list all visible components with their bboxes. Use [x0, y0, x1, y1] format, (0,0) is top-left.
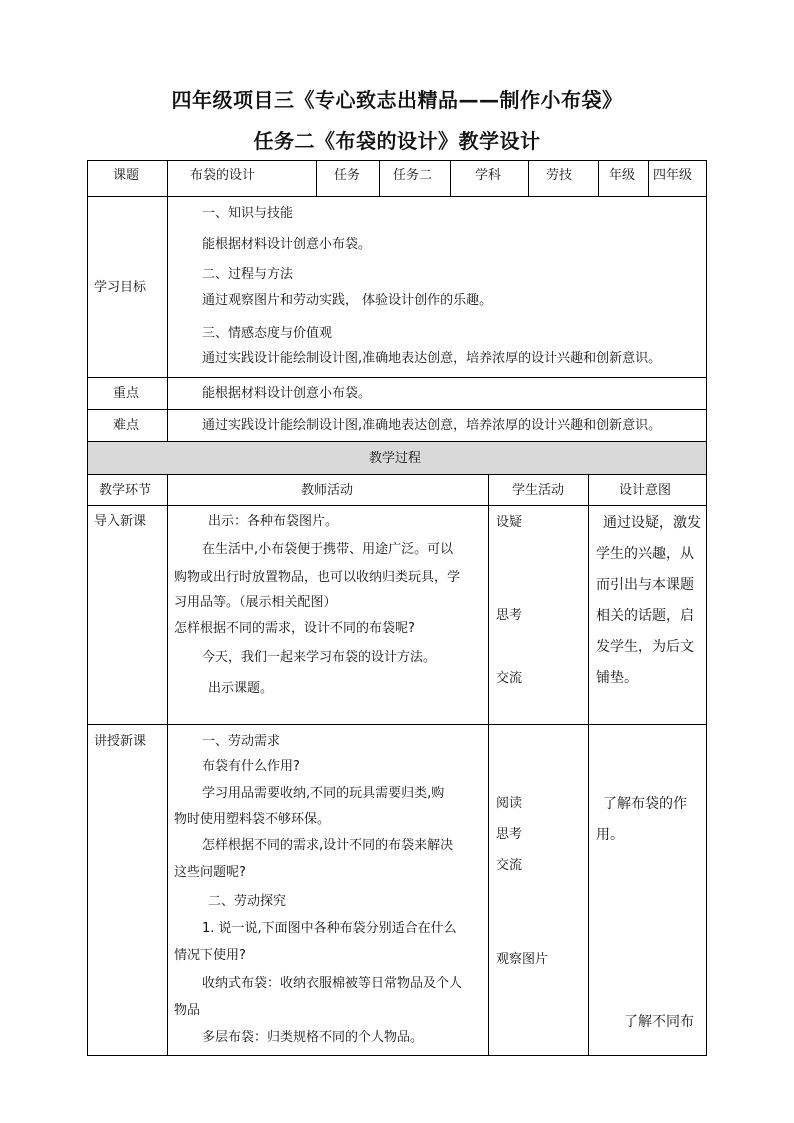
- subject-label: 学科: [475, 168, 502, 183]
- stage-label: 导入新课: [94, 514, 147, 529]
- teacher-line: 学习用品需要收纳,不同的玩具需要归类,购: [202, 786, 445, 801]
- teacher-line: 出示：各种布袋图片。: [208, 514, 339, 529]
- intent-line: 发学生，为后文: [596, 639, 694, 655]
- goal-line: 通过实践设计能绘制设计图,准确地表达创意，培养浓厚的设计兴趣和创新意识。: [202, 351, 662, 366]
- teacher-line: 今天，我们一起来学习布袋的设计方法。: [202, 650, 437, 665]
- table-border: [379, 160, 380, 197]
- topic-value: 布袋的设计: [190, 168, 256, 183]
- teacher-line: 收纳式布袋：收纳衣服棉被等日常物品及个人: [202, 976, 463, 991]
- difficulty-label: 难点: [113, 418, 140, 433]
- intent-line: 通过设疑，激发: [603, 515, 701, 531]
- student-activity: 阅读: [496, 796, 523, 811]
- col-header-teacher: 教师活动: [301, 483, 354, 498]
- table-border: [488, 474, 489, 1056]
- table-border: [167, 474, 168, 1056]
- table-border: [87, 1055, 707, 1056]
- table-border: [588, 474, 589, 1056]
- col-header-student: 学生活动: [512, 483, 565, 498]
- goal-line: 二、过程与方法: [202, 267, 294, 282]
- table-border: [648, 160, 649, 197]
- student-activity: 交流: [496, 858, 523, 873]
- intent-line: 而引出与本课题: [596, 577, 694, 593]
- table-border: [87, 505, 707, 506]
- task-value: 任务二: [393, 168, 433, 183]
- goal-line: 能根据材料设计创意小布袋。: [202, 237, 372, 252]
- teacher-line: 情况下使用?: [174, 948, 246, 963]
- key-point-label: 重点: [113, 386, 140, 401]
- table-border: [87, 724, 707, 725]
- teacher-line: 物时使用塑料袋不够环保。: [174, 812, 331, 827]
- teacher-line: 多层布袋：归类规格不同的个人物品。: [202, 1030, 424, 1045]
- grade-value: 四年级: [653, 168, 693, 183]
- teacher-line: 二、劳动探究: [208, 894, 287, 909]
- table-border: [598, 160, 599, 197]
- intent-line: 相关的话题，启: [596, 608, 694, 624]
- difficulty-text: 通过实践设计能绘制设计图,准确地表达创意，培养浓厚的设计兴趣和创新意识。: [202, 418, 662, 433]
- teacher-line: 购物或出行时放置物品，也可以收纳归类玩具，学: [174, 570, 461, 585]
- document-subtitle: 任务二《布袋的设计》教学设计: [253, 129, 541, 153]
- col-header-intent: 设计意图: [619, 483, 672, 498]
- student-activity: 思考: [496, 608, 523, 623]
- document-title: 四年级项目三《专心致志出精品——制作小布袋》: [171, 88, 623, 112]
- table-border: [87, 441, 707, 442]
- teacher-line: 物品: [174, 1003, 201, 1018]
- goal-line: 通过观察图片和劳动实践， 体验设计创作的乐趣。: [202, 293, 493, 308]
- table-border: [87, 160, 707, 161]
- table-border: [87, 377, 707, 378]
- topic-label: 课题: [113, 168, 140, 183]
- table-border: [450, 160, 451, 197]
- teacher-line: 怎样根据不同的需求，设计不同的布袋呢?: [174, 621, 415, 636]
- col-header-stage: 教学环节: [99, 483, 152, 498]
- goals-label: 学习目标: [94, 280, 147, 295]
- goal-line: 三、情感态度与价值观: [202, 326, 333, 341]
- table-border: [528, 160, 529, 197]
- grade-label: 年级: [609, 168, 636, 183]
- table-border: [87, 474, 707, 475]
- teacher-line: 这些问题呢?: [174, 865, 246, 880]
- teacher-line: 习用品等。（展示相关配图）: [174, 595, 337, 610]
- student-activity: 思考: [496, 827, 523, 842]
- intent-line: 了解布袋的作: [603, 796, 687, 812]
- teacher-line: 出示课题。: [208, 681, 274, 696]
- table-border: [87, 196, 707, 197]
- subject-value: 劳技: [546, 168, 573, 183]
- teacher-line: 1. 说一说,下面图中各种布袋分别适合在什么: [202, 921, 457, 936]
- teacher-line: 布袋有什么作用?: [202, 759, 300, 774]
- intent-line: 用。: [596, 827, 624, 843]
- student-activity: 观察图片: [496, 952, 549, 967]
- teacher-line: 怎样根据不同的需求,设计不同的布袋来解决: [202, 838, 454, 853]
- student-activity: 交流: [496, 671, 523, 686]
- teacher-line: 一、劳动需求: [202, 734, 281, 749]
- intent-line: 学生的兴趣，从: [596, 546, 694, 562]
- key-point-text: 能根据材料设计创意小布袋。: [202, 386, 372, 401]
- table-border: [706, 160, 707, 1056]
- table-border: [87, 409, 707, 410]
- table-border: [167, 160, 168, 442]
- teacher-line: 在生活中,小布袋便于携带、用途广泛。可以: [202, 542, 454, 557]
- goal-line: 一、知识与技能: [202, 206, 294, 221]
- intent-line: 了解不同布: [624, 1014, 694, 1030]
- student-activity: 设疑: [496, 515, 523, 530]
- intent-line: 铺垫。: [596, 670, 638, 686]
- table-border: [87, 160, 88, 1056]
- task-label: 任务: [334, 168, 361, 183]
- table-border: [316, 160, 317, 197]
- process-header: 教学过程: [369, 451, 422, 466]
- stage-label: 讲授新课: [94, 734, 147, 749]
